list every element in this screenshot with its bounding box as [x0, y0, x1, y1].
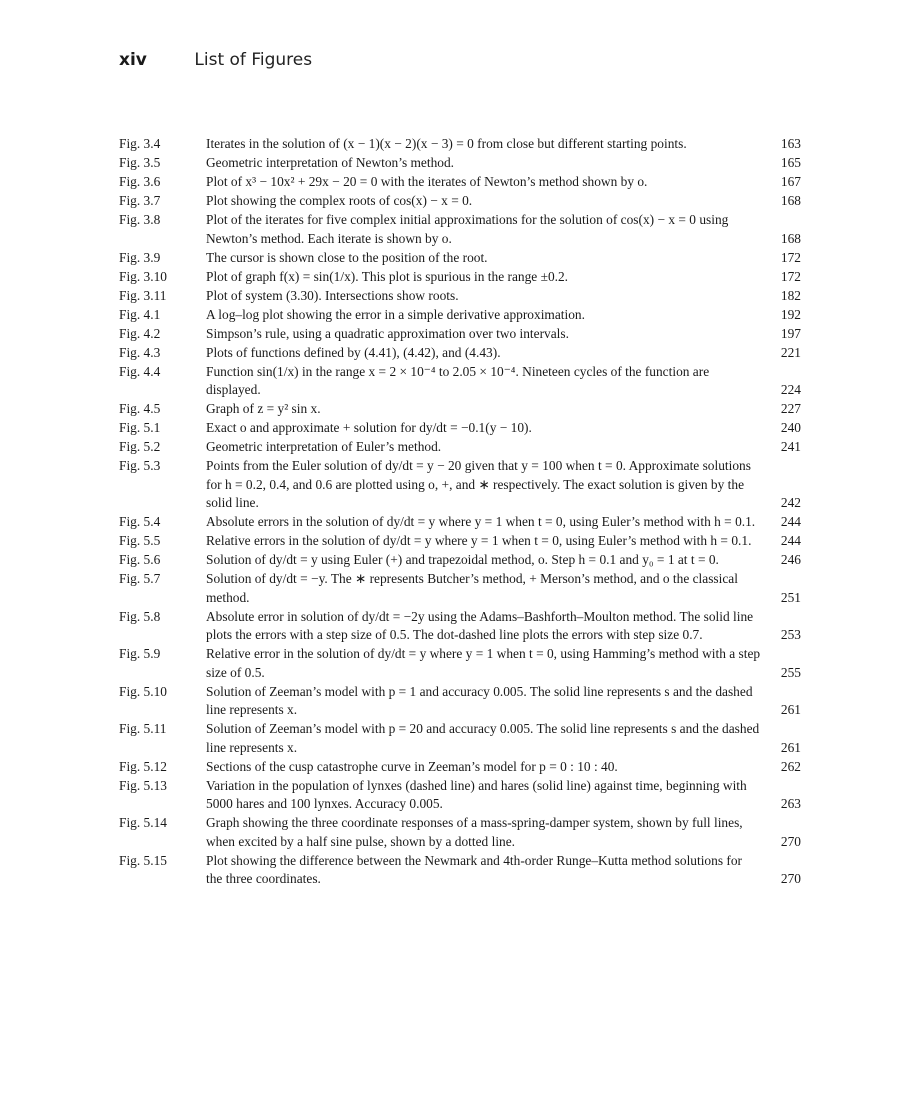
figure-page-number: 167 — [780, 174, 801, 189]
figure-caption: Geometric interpretation of Euler’s method. — [206, 439, 442, 454]
figure-entry — [119, 211, 801, 248]
figure-label: Fig. 5.4 — [119, 514, 161, 529]
figure-caption: Exact o and approximate + solution for dy/dt = −0.1(y − 10). — [206, 420, 532, 435]
figure-label: Fig. 5.11 — [119, 721, 167, 736]
figure-caption: Plot of the iterates for five complex initial approximations for the solution of cos(x) − x = 0 using Newton’s method. Each iterate is shown by o. — [206, 212, 729, 246]
figure-label: Fig. 3.8 — [119, 212, 161, 227]
figure-page-number: 168 — [780, 193, 801, 208]
figure-entry — [119, 513, 801, 532]
figure-entry — [119, 192, 801, 211]
figure-label: Fig. 5.2 — [119, 439, 161, 454]
figure-caption: Solution of Zeeman’s model with p = 20 and accuracy 0.005. The solid line represents s and the dashed line represents x. — [206, 721, 760, 755]
figure-caption: Plot showing the difference between the Newmark and 4th-order Runge–Kutta method solutions for the three coordinates. — [206, 852, 742, 886]
figure-page-number: 224 — [780, 382, 801, 397]
figure-label: Fig. 5.5 — [119, 533, 161, 548]
figure-page-number: 165 — [780, 155, 801, 170]
figure-label: Fig. 3.5 — [119, 155, 161, 170]
figure-caption: Relative errors in the solution of dy/dt = y where y = 1 when t = 0, using Euler’s method with h = 0.1. — [206, 533, 752, 548]
figure-entry — [119, 683, 801, 720]
figure-page-number: 263 — [780, 796, 801, 811]
figure-caption: Absolute errors in the solution of dy/dt = y where y = 1 when t = 0, using Euler’s method with h = 0.1. — [206, 514, 756, 529]
figure-page-number: 192 — [780, 306, 801, 322]
figure-page-number: 227 — [780, 401, 801, 416]
figure-page-number: 261 — [780, 702, 801, 717]
figure-label: Fig. 3.6 — [119, 174, 161, 189]
figure-label: Fig. 4.4 — [119, 363, 161, 379]
figure-label: Fig. 5.14 — [119, 815, 167, 830]
figure-caption: Solution of Zeeman’s model with p = 1 and accuracy 0.005. The solid line represents s and the dashed line represents x. — [206, 683, 753, 717]
figure-label: Fig. 5.15 — [119, 852, 167, 868]
figure-caption: Graph showing the three coordinate responses of a mass-spring-damper system, shown by full lines, when excited by a half sine pulse, shown by a dotted line. — [206, 815, 743, 849]
figure-page-number: 244 — [780, 533, 801, 548]
figure-entry — [119, 758, 801, 777]
figure-page-number: 253 — [780, 627, 801, 642]
figure-entry — [119, 608, 801, 645]
figure-entry — [119, 814, 801, 851]
figure-caption: Solution of dy/dt = −y. The ∗ represents Butcher’s method, + Merson’s method, and o the classical method. — [206, 571, 738, 605]
page-header — [119, 48, 798, 72]
figure-caption: Graph of z = y² sin x. — [206, 401, 321, 416]
figure-label: Fig. 4.3 — [119, 344, 161, 360]
figure-page-number: 172 — [780, 268, 801, 284]
figure-caption: Plot of graph f(x) = sin(1/x). This plot is spurious in the range ±0.2. — [206, 268, 569, 284]
figure-page-number: 241 — [780, 439, 801, 454]
figure-entry — [119, 344, 801, 363]
figure-entry — [119, 438, 801, 457]
figure-list — [119, 135, 801, 889]
figure-entry — [119, 570, 801, 607]
figure-page-number: 221 — [780, 344, 801, 360]
figure-label: Fig. 3.4 — [119, 136, 161, 151]
figure-label: Fig. 5.6 — [119, 552, 161, 567]
figure-label: Fig. 3.7 — [119, 193, 161, 208]
figure-caption: Geometric interpretation of Newton’s method. — [206, 155, 455, 170]
figure-label: Fig. 5.8 — [119, 608, 161, 624]
figure-page-number: 255 — [780, 664, 801, 680]
figure-entry — [119, 268, 801, 287]
figure-caption: The cursor is shown close to the position of the root. — [206, 249, 488, 265]
figure-label: Fig. 5.7 — [119, 571, 161, 586]
figure-caption: Solution of dy/dt = y using Euler (+) and trapezoidal method, o. Step h = 0.1 and y₀ = 1 at t = 0. — [206, 552, 719, 567]
figure-page-number: 163 — [780, 136, 801, 151]
figure-page-number: 244 — [780, 514, 801, 529]
figure-page-number: 251 — [780, 589, 801, 605]
figure-page-number: 242 — [780, 495, 801, 510]
figure-caption: A log–log plot showing the error in a simple derivative approximation. — [206, 306, 585, 322]
figure-label: Fig. 5.12 — [119, 758, 167, 774]
figure-page-number: 240 — [780, 420, 801, 435]
figure-page-number: 246 — [780, 552, 801, 567]
figure-page-number: 182 — [780, 287, 801, 303]
figure-label: Fig. 5.3 — [119, 458, 161, 473]
figure-label: Fig. 4.1 — [119, 306, 161, 322]
figure-label: Fig. 5.10 — [119, 683, 167, 699]
figure-entry — [119, 287, 801, 306]
figure-entry — [119, 532, 801, 551]
figure-caption: Sections of the cusp catastrophe curve in Zeeman’s model for p = 0 : 10 : 40. — [206, 758, 618, 774]
figure-caption: Function sin(1/x) in the range x = 2 × 10⁻⁴ to 2.05 × 10⁻⁴. Nineteen cycles of the function are displayed. — [206, 363, 710, 397]
figure-page-number: 172 — [780, 249, 801, 265]
figure-caption: Plot showing the complex roots of cos(x) − x = 0. — [206, 193, 473, 208]
figure-caption: Variation in the population of lynxes (dashed line) and hares (solid line) against time, beginning with 5000 hares and 100 lynxes. Accuracy 0.005. — [206, 777, 747, 811]
figure-page-number: 261 — [780, 739, 801, 755]
running-title: List of Figures — [194, 50, 313, 70]
figure-label: Fig. 4.5 — [119, 401, 161, 416]
figure-page-number: 197 — [780, 325, 801, 341]
figure-caption: Plots of functions defined by (4.41), (4.42), and (4.43). — [206, 344, 501, 360]
figure-page-number: 262 — [780, 758, 801, 774]
figure-entry — [119, 419, 801, 438]
figure-entry — [119, 551, 801, 570]
figure-entry — [119, 645, 801, 682]
figure-entry — [119, 852, 801, 889]
figure-caption: Points from the Euler solution of dy/dt = y − 20 given that y = 100 when t = 0. Approximate solutions for h = 0.2, 0.4, and 0.6 are plotted using o, +, and ∗ respectively. The exact solution is given by the solid line. — [206, 458, 751, 510]
figure-label: Fig. 4.2 — [119, 325, 161, 341]
figure-entry — [119, 457, 801, 513]
figure-label: Fig. 5.13 — [119, 777, 167, 793]
figure-caption: Plot of system (3.30). Intersections show roots. — [206, 287, 459, 303]
figure-entry — [119, 777, 801, 814]
figure-entry — [119, 173, 801, 192]
figure-page-number: 168 — [780, 230, 801, 246]
figure-entry — [119, 400, 801, 419]
figure-page-number: 270 — [780, 871, 801, 886]
figure-entry — [119, 363, 801, 400]
figure-label: Fig. 3.11 — [119, 287, 167, 303]
figure-label: Fig. 5.1 — [119, 420, 161, 435]
figure-entry — [119, 325, 801, 344]
figure-caption: Plot of x³ − 10x² + 29x − 20 = 0 with the iterates of Newton’s method shown by o. — [206, 174, 648, 189]
figure-entry — [119, 135, 801, 154]
figure-entry — [119, 720, 801, 757]
figure-caption: Iterates in the solution of (x − 1)(x − 2)(x − 3) = 0 from close but different starting points. — [206, 136, 687, 151]
figure-entry — [119, 306, 801, 325]
figure-caption: Absolute error in solution of dy/dt = −2y using the Adams–Bashforth–Moulton method. The solid line plots the errors with a step size of 0.5. The dot-dashed line plots the errors with step size 0.7. — [206, 608, 754, 642]
figure-caption: Simpson’s rule, using a quadratic approximation over two intervals. — [206, 325, 569, 341]
figure-label: Fig. 3.9 — [119, 249, 161, 265]
figure-page-number: 270 — [780, 833, 801, 849]
page-number: xiv — [119, 50, 147, 70]
figure-label: Fig. 3.10 — [119, 268, 167, 284]
figure-entry — [119, 154, 801, 173]
figure-entry — [119, 249, 801, 268]
figure-caption: Relative error in the solution of dy/dt = y where y = 1 when t = 0, using Hamming’s method with a step size of 0.5. — [206, 646, 761, 680]
figure-label: Fig. 5.9 — [119, 646, 161, 661]
